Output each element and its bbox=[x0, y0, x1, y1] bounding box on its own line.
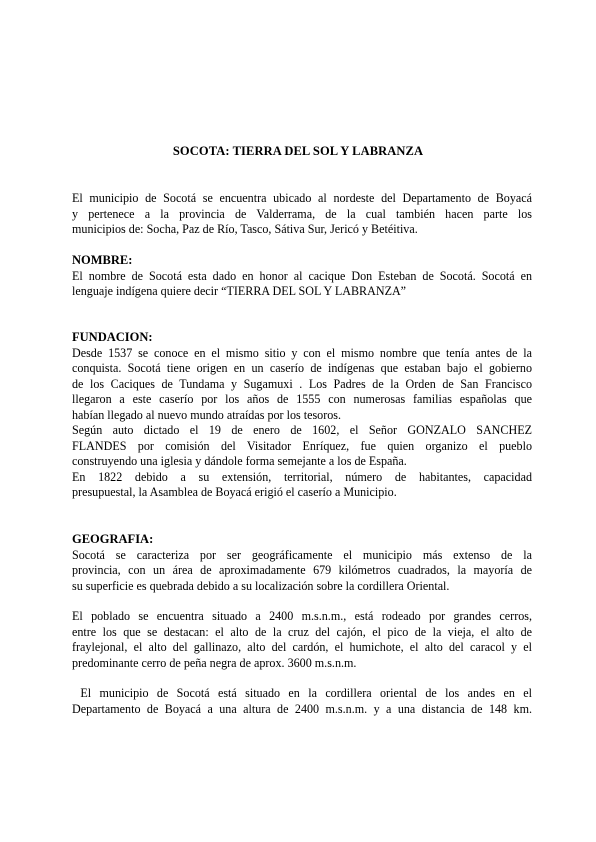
geografia-paragraph-2 bbox=[72, 609, 532, 671]
text-line: El poblado se encuentra situado a 2400 m.s.n.m., está rodeado por grandes cerros, bbox=[72, 609, 532, 623]
text-line: su superficie es quebrada debido a su localización sobre la cordillera Oriental. bbox=[72, 578, 450, 593]
text-line: conquista. Socotá tiene origen en un caserío de indígenas que estaban bajo el gobierno bbox=[72, 361, 532, 375]
document-title: SOCOTA: TIERRA DEL SOL Y LABRANZA bbox=[172, 144, 424, 158]
intro-paragraph bbox=[72, 191, 532, 238]
text-line: Según auto dictado el 19 de enero de 1602, el Señor GONZALO SANCHEZ bbox=[72, 423, 532, 437]
geografia-section bbox=[72, 532, 532, 594]
section-heading: GEOGRAFIA: bbox=[72, 532, 154, 546]
text-line: Socotá se caracteriza por ser geográficamente el municipio más extenso de la bbox=[72, 547, 532, 562]
section-heading: NOMBRE: bbox=[72, 253, 133, 267]
nombre-section bbox=[72, 253, 532, 300]
text-line: En 1822 debido a su extensión, territorial, número de habitantes, capacidad bbox=[72, 469, 532, 484]
text-line: El nombre de Socotá esta dado en honor al cacique Don Esteban de Socotá. Socotá en bbox=[72, 268, 532, 283]
section-heading: FUNDACION: bbox=[72, 330, 153, 344]
text-line: habían llegado al nuevo mundo atraídas por los tesoros. bbox=[72, 407, 342, 422]
text-line: FLANDES por comisión del Visitador Enríquez, fue quien organizo el pueblo bbox=[72, 438, 532, 453]
text-line: llegaron a este caserío por los años de 1555 con numerosas familias españolas que bbox=[72, 392, 532, 406]
text-line: construyendo una iglesia y dándole forma semejante a los de España. bbox=[72, 454, 407, 468]
text-line: Desde 1537 se conoce en el mismo sitio y con el mismo nombre que tenía antes de la bbox=[72, 345, 532, 360]
text-line: entre los que se destacan: el alto de la cruz del cajón, el pico de la vieja, el alto de bbox=[72, 624, 532, 639]
text-line: y pertenece a la provincia de Valderrama, de la cual también hacen parte los bbox=[72, 206, 532, 221]
text-line: lenguaje indígena quiere decir “TIERRA DEL SOL Y LABRANZA” bbox=[72, 284, 407, 298]
text-line: El municipio de Socotá está situado en la cordillera oriental de los andes en el bbox=[72, 686, 532, 700]
geografia-paragraph-3 bbox=[72, 686, 532, 717]
text-line: provincia, con un área de aproximadamente 679 kilómetros cuadrados, la mayoría de bbox=[72, 563, 532, 577]
text-line: Departamento de Boyacá a una altura de 2400 m.s.n.m. y a una distancia de 148 km. bbox=[72, 701, 532, 716]
text-line: fraylejonal, el alto del gallinazo, alto del cardón, el humichote, el alto del caracol y el bbox=[72, 640, 532, 654]
text-line: municipios de: Socha, Paz de Río, Tasco, Sátiva Sur, Jericó y Betéitiva. bbox=[72, 222, 418, 236]
text-line: de los Caciques de Tundama y Sugamuxi . Los Padres de la Orden de San Francisco bbox=[72, 376, 532, 391]
text-line: predominante cerro de peña negra de aprox. 3600 m.s.n.m. bbox=[72, 655, 357, 670]
text-line: El municipio de Socotá se encuentra ubicado al nordeste del Departamento de Boyacá bbox=[72, 191, 532, 205]
fundacion-section bbox=[72, 330, 532, 501]
text-line: presupuestal, la Asamblea de Boyacá erigió el caserío a Municipio. bbox=[72, 485, 397, 499]
